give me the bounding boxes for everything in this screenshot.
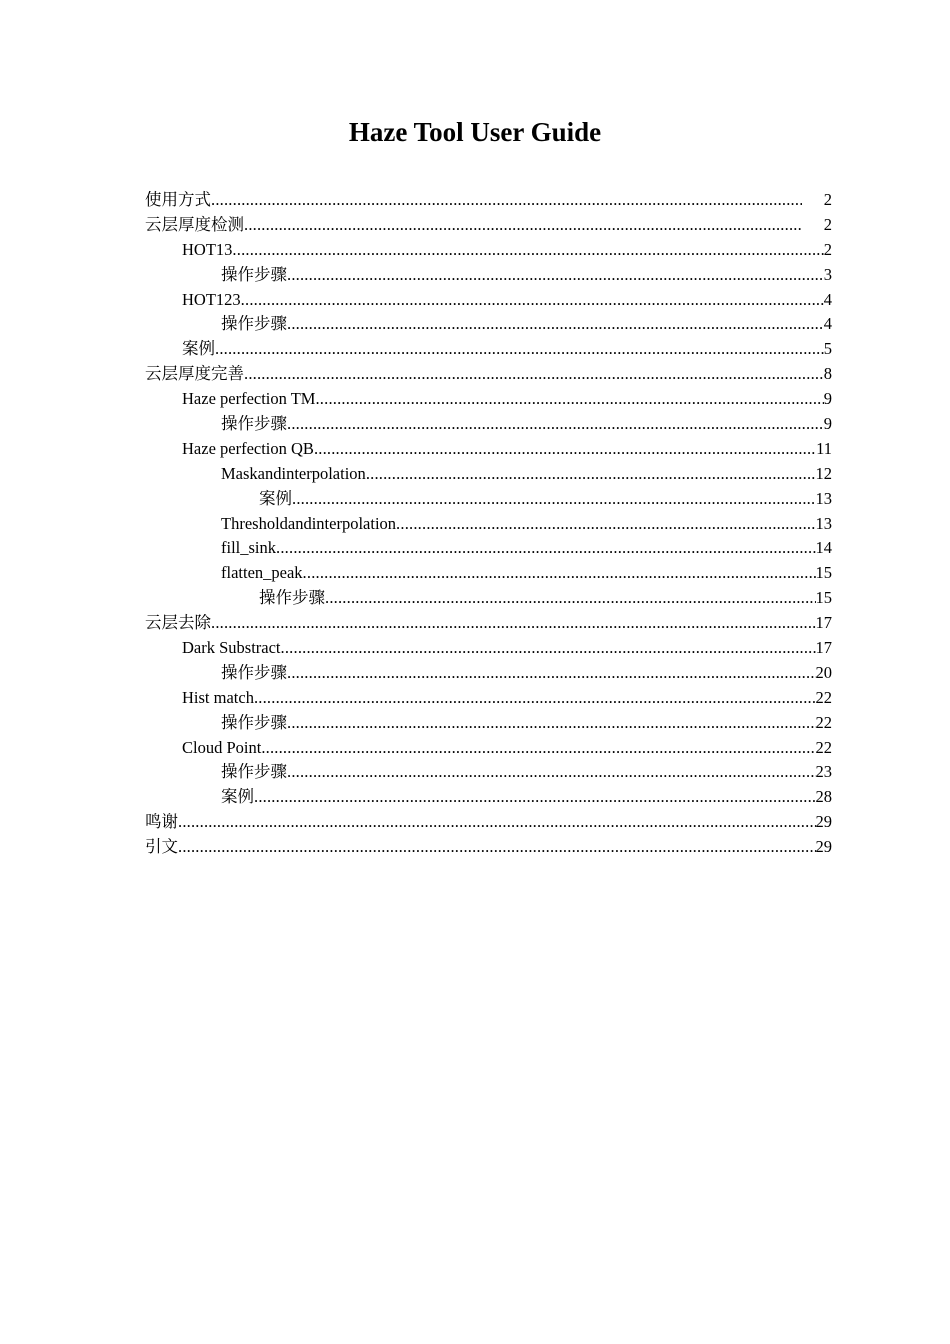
toc-entry[interactable] <box>145 387 832 412</box>
toc-dot-leader <box>254 785 816 810</box>
toc-entry[interactable] <box>145 835 832 860</box>
toc-entry-label: 云层去除 <box>145 613 211 633</box>
toc-entry-label: Cloud Point <box>182 737 262 757</box>
toc-entry[interactable] <box>145 661 832 686</box>
toc-page-number: 22 <box>815 712 832 732</box>
toc-entry-label: Haze perfection QB <box>182 438 314 458</box>
toc-dot-leader <box>325 586 816 611</box>
toc-entry[interactable] <box>145 462 832 487</box>
toc-dot-leader <box>287 412 824 437</box>
toc-entry-label: 鸣谢 <box>145 812 178 832</box>
toc-entry[interactable] <box>145 412 832 437</box>
toc-dot-leader <box>396 512 815 537</box>
toc-page-number: 15 <box>815 563 832 583</box>
toc-entry[interactable] <box>145 536 832 561</box>
toc-entry[interactable] <box>145 487 832 512</box>
toc-entry-label: Dark Substract <box>182 638 281 658</box>
toc-entry-label: 使用方式 <box>145 190 211 209</box>
toc-page-number: 3 <box>823 264 832 284</box>
toc-entry-label: 案例 <box>221 787 254 807</box>
toc-page-number: 9 <box>823 389 832 409</box>
toc-page-number: 28 <box>815 787 832 807</box>
toc-page-number: 17 <box>815 613 832 633</box>
toc-page-number: 14 <box>815 538 832 558</box>
toc-dot-leader <box>281 636 816 661</box>
toc-page-number: 8 <box>823 364 832 384</box>
toc-entry-label: 操作步骤 <box>221 662 287 682</box>
toc-entry[interactable] <box>145 337 832 362</box>
toc-dot-leader <box>244 213 802 238</box>
toc-dot-leader <box>211 188 802 213</box>
toc-entry-label: fill_sink <box>221 538 277 558</box>
toc-entry[interactable] <box>145 238 832 263</box>
toc-page-number: 4 <box>823 314 832 334</box>
toc-dot-leader <box>314 437 816 462</box>
toc-entry[interactable] <box>145 512 832 537</box>
toc-entry-label: 操作步骤 <box>221 712 287 732</box>
toc-page-number: 12 <box>815 463 832 483</box>
toc-entry-label: flatten_peak <box>221 563 303 583</box>
toc-entry[interactable] <box>145 188 832 213</box>
toc-entry-label: 操作步骤 <box>221 414 287 434</box>
toc-page-number: 17 <box>815 638 832 658</box>
toc-entry[interactable] <box>145 686 832 711</box>
toc-page-number: 22 <box>815 687 832 707</box>
toc-entry-label: 操作步骤 <box>221 264 287 284</box>
toc-entry[interactable] <box>145 213 832 238</box>
toc-page-number: 22 <box>815 737 832 757</box>
toc-dot-leader <box>254 686 816 711</box>
toc-dot-leader <box>315 387 823 412</box>
toc-entry-label: 云层厚度完善 <box>145 364 244 384</box>
toc-entry[interactable] <box>145 586 832 611</box>
toc-entry[interactable] <box>145 263 832 288</box>
toc-page-number: 29 <box>815 812 832 832</box>
toc-page-number: 2 <box>823 214 832 234</box>
toc-entry-label: 操作步骤 <box>259 588 325 608</box>
toc-dot-leader <box>215 337 824 362</box>
toc-dot-leader <box>178 835 816 860</box>
toc-entry-label: 操作步骤 <box>221 762 287 782</box>
toc-page-number: 2 <box>823 239 832 259</box>
toc-page-number: 11 <box>816 438 832 458</box>
toc-entry-label: 案例 <box>259 488 292 508</box>
toc-entry-label: Thresholdandinterpolation <box>221 513 397 533</box>
toc-page-number: 9 <box>823 414 832 434</box>
toc-page-number: 4 <box>823 289 832 309</box>
toc-entry[interactable] <box>145 288 832 313</box>
toc-dot-leader <box>287 711 816 736</box>
toc-page-number: 2 <box>823 190 832 209</box>
toc-entry-label: Hist match <box>182 687 254 707</box>
toc-page-number: 20 <box>815 662 832 682</box>
toc-page-number: 29 <box>815 837 832 857</box>
toc-page-number: 5 <box>823 339 832 359</box>
toc-entry[interactable] <box>145 437 832 462</box>
toc-dot-leader <box>292 487 816 512</box>
toc-entry[interactable] <box>145 611 832 636</box>
toc-entry-label: Haze perfection TM <box>182 389 316 409</box>
toc-entry-label: 引文 <box>145 837 178 857</box>
toc-page-number: 15 <box>815 588 832 608</box>
toc-entry[interactable] <box>145 362 832 387</box>
toc-entry[interactable] <box>145 736 832 761</box>
toc-dot-leader <box>287 312 824 337</box>
table-of-contents <box>145 188 832 860</box>
toc-dot-leader <box>287 760 816 785</box>
toc-page-number: 13 <box>815 488 832 508</box>
document-title: Haze Tool User Guide <box>348 117 602 147</box>
toc-dot-leader <box>303 561 816 586</box>
toc-dot-leader <box>244 362 824 387</box>
toc-page-number: 13 <box>815 513 832 533</box>
toc-entry-label: 操作步骤 <box>221 314 287 334</box>
toc-dot-leader <box>178 810 816 835</box>
toc-entry[interactable] <box>145 810 832 835</box>
toc-dot-leader <box>232 238 823 263</box>
toc-entry-label: 云层厚度检测 <box>145 214 244 234</box>
toc-entry-label: HOT13 <box>182 239 233 259</box>
toc-entry[interactable] <box>145 561 832 586</box>
toc-entry[interactable] <box>145 711 832 736</box>
toc-dot-leader <box>366 462 816 487</box>
toc-entry[interactable] <box>145 760 832 785</box>
toc-dot-leader <box>276 536 815 561</box>
toc-dot-leader <box>211 611 816 636</box>
toc-entry[interactable] <box>145 636 832 661</box>
toc-dot-leader <box>241 288 824 313</box>
toc-entry-label: HOT123 <box>182 289 241 309</box>
toc-dot-leader <box>287 263 824 288</box>
toc-entry-label: Maskandinterpolation <box>221 463 366 483</box>
toc-page-number: 23 <box>815 762 832 782</box>
toc-dot-leader <box>261 736 815 761</box>
toc-dot-leader <box>287 661 816 686</box>
toc-entry[interactable] <box>145 312 832 337</box>
toc-entry-label: 案例 <box>182 339 215 359</box>
toc-entry[interactable] <box>145 785 832 810</box>
